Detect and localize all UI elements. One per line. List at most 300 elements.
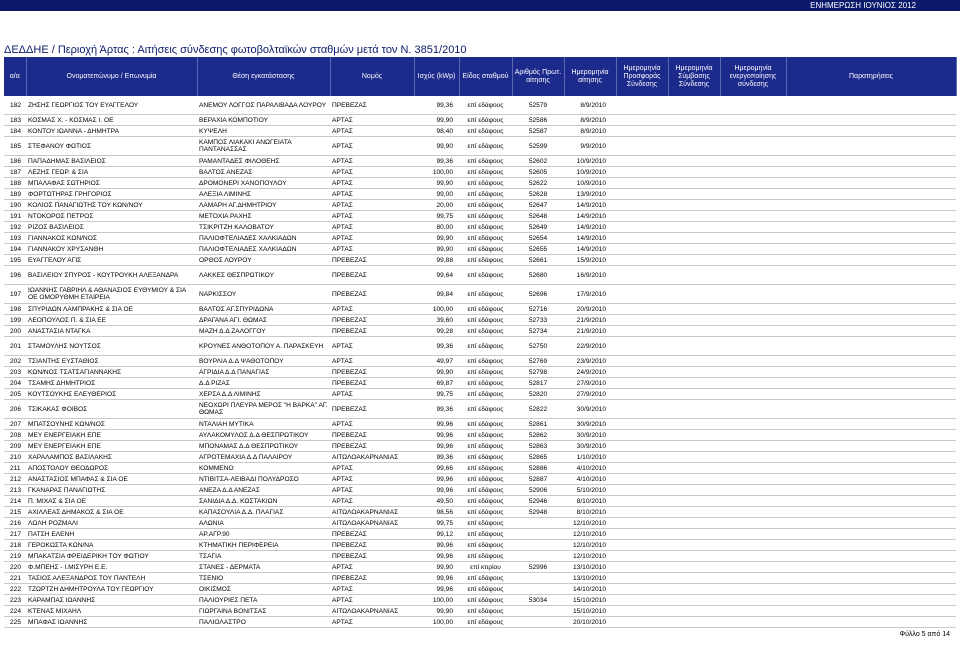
cell-protocol-number <box>512 551 564 562</box>
cell-nomos: ΠΡΕΒΕΖΑΣ <box>330 367 414 378</box>
cell-aa: 195 <box>4 255 26 266</box>
cell-site: ΧΕΡΣΑ Δ.Δ ΛΙΜΙΝΗΣ <box>197 389 330 400</box>
cell-offer-date <box>616 540 668 551</box>
cell-application-date: 8/9/2010 <box>564 115 616 126</box>
cell-protocol-number: 52863 <box>512 441 564 452</box>
table-row <box>4 222 956 233</box>
cell-offer-date <box>616 285 668 304</box>
cell-name: ΜΠΑΦΑΣ ΙΩΑΝΝΗΣ <box>26 617 197 628</box>
table-row <box>4 573 956 584</box>
cell-activation-date <box>720 452 786 463</box>
header-update-label: ΕΝΗΜΕΡΩΣΗ ΙΟΥΝΙΟΣ 2012 <box>810 1 916 10</box>
cell-application-date: 8/10/2010 <box>564 496 616 507</box>
cell-remarks <box>786 562 956 573</box>
cell-nomos: ΑΡΤΑΣ <box>330 211 414 222</box>
cell-power: 99,90 <box>414 244 459 255</box>
cell-offer-date <box>616 356 668 367</box>
table-row <box>4 255 956 266</box>
table-row <box>4 266 956 285</box>
table-row <box>4 617 956 628</box>
table-row <box>4 562 956 573</box>
cell-name: ΦΟΡΤΩΤΗΡΑΣ ΓΡΗΓΟΡΙΟΣ <box>26 189 197 200</box>
cell-activation-date <box>720 441 786 452</box>
cell-aa: 221 <box>4 573 26 584</box>
table-row <box>4 474 956 485</box>
cell-power: 99,96 <box>414 419 459 430</box>
col-header-contract-date: Ημερομηνία Σύμβασης Σύνδεσης <box>668 57 720 96</box>
cell-aa: 216 <box>4 518 26 529</box>
cell-power: 99,36 <box>414 337 459 356</box>
cell-aa: 215 <box>4 507 26 518</box>
cell-site: ΑΛΕΞΙΑ ΛΙΜΙΝΗΣ <box>197 189 330 200</box>
cell-power: 100,00 <box>414 304 459 315</box>
cell-offer-date <box>616 595 668 606</box>
cell-protocol-number: 52579 <box>512 96 564 115</box>
cell-site: ΝΕΟΧΩΡΙ ΠΛΕΥΡΑ ΜΕΡΟΣ "Η ΒΑΡΚΑ" ΑΓ. ΘΩΜΑΣ <box>197 400 330 419</box>
cell-protocol-number <box>512 606 564 617</box>
cell-aa: 190 <box>4 200 26 211</box>
cell-protocol-number: 52996 <box>512 562 564 573</box>
cell-nomos: ΑΙΤΩΛΟΑΚΑΡΝΑΝΙΑΣ <box>330 452 414 463</box>
cell-protocol-number: 52599 <box>512 137 564 156</box>
cell-offer-date <box>616 115 668 126</box>
cell-name: ΛΕΖΗΣ ΓΕΩΡ. & ΣΙΑ <box>26 167 197 178</box>
cell-aa: 212 <box>4 474 26 485</box>
cell-activation-date <box>720 126 786 137</box>
cell-name: ΣΤΑΜΟΥΛΗΣ ΝΟΥΤΣΟΣ <box>26 337 197 356</box>
cell-offer-date <box>616 189 668 200</box>
cell-site: ΑΝΕΜΟΥ ΛΟΓΓΟΣ ΠΑΡΑΛΙΒΑΔΑ ΛΟΥΡΟΥ <box>197 96 330 115</box>
cell-power: 99,96 <box>414 540 459 551</box>
cell-application-date: 15/9/2010 <box>564 255 616 266</box>
cell-offer-date <box>616 518 668 529</box>
cell-application-date: 10/9/2010 <box>564 178 616 189</box>
cell-application-date: 15/10/2010 <box>564 606 616 617</box>
cell-nomos: ΠΡΕΒΕΖΑΣ <box>330 400 414 419</box>
cell-name: ΝΤΟΚΟΡΟΣ ΠΕΤΡΟΣ <box>26 211 197 222</box>
cell-offer-date <box>616 326 668 337</box>
cell-activation-date <box>720 222 786 233</box>
table-row <box>4 367 956 378</box>
cell-site: ΑΓΡΟΤΕΜΑΧΙΑ Δ.Δ ΠΑΛΑΙΡΟΥ <box>197 452 330 463</box>
cell-offer-date <box>616 507 668 518</box>
cell-remarks <box>786 507 956 518</box>
cell-contract-date <box>668 285 720 304</box>
cell-station-type: επί εδάφους <box>459 156 512 167</box>
cell-station-type: επί εδάφους <box>459 441 512 452</box>
table-row <box>4 189 956 200</box>
cell-power: 99,88 <box>414 255 459 266</box>
cell-nomos: ΑΡΤΑΣ <box>330 419 414 430</box>
cell-offer-date <box>616 617 668 628</box>
cell-site: ΤΣΑΓΙΑ <box>197 551 330 562</box>
table-row <box>4 337 956 356</box>
cell-activation-date <box>720 178 786 189</box>
cell-power: 49,97 <box>414 356 459 367</box>
cell-name: ΤΑΣΙΟΣ ΑΛΕΞΑΝΔΡΟΣ ΤΟΥ ΠΑΝΤΕΛΗ <box>26 573 197 584</box>
cell-nomos: ΠΡΕΒΕΖΑΣ <box>330 255 414 266</box>
cell-nomos: ΑΙΤΩΛΟΑΚΑΡΝΑΝΙΑΣ <box>330 507 414 518</box>
cell-aa: 205 <box>4 389 26 400</box>
cell-station-type: επί εδάφους <box>459 315 512 326</box>
cell-protocol-number: 52820 <box>512 389 564 400</box>
cell-offer-date <box>616 378 668 389</box>
cell-offer-date <box>616 389 668 400</box>
cell-aa: 200 <box>4 326 26 337</box>
cell-station-type: επί εδάφους <box>459 255 512 266</box>
cell-contract-date <box>668 419 720 430</box>
cell-remarks <box>786 606 956 617</box>
cell-contract-date <box>668 96 720 115</box>
cell-station-type: επί εδάφους <box>459 540 512 551</box>
col-header-aa: α/α <box>4 57 26 96</box>
cell-activation-date <box>720 496 786 507</box>
cell-protocol-number: 52798 <box>512 367 564 378</box>
col-header-nomos: Νομός <box>330 57 414 96</box>
table-row <box>4 96 956 115</box>
cell-power: 99,90 <box>414 115 459 126</box>
cell-station-type: επί εδάφους <box>459 244 512 255</box>
cell-contract-date <box>668 452 720 463</box>
cell-name: ΤΣΙΑΝΤΗΣ ΕΥΣΤΑΘΙΟΣ <box>26 356 197 367</box>
cell-site: ΔΡΟΜΟΝΕΡΙ ΧΑΝΟΠΟΥΛΟΥ <box>197 178 330 189</box>
cell-aa: 225 <box>4 617 26 628</box>
cell-application-date: 8/9/2010 <box>564 126 616 137</box>
cell-activation-date <box>720 430 786 441</box>
top-header-bar <box>0 0 960 11</box>
cell-station-type: επί εδάφους <box>459 126 512 137</box>
cell-remarks <box>786 367 956 378</box>
cell-application-date: 1/10/2010 <box>564 452 616 463</box>
cell-application-date: 14/9/2010 <box>564 233 616 244</box>
cell-aa: 187 <box>4 167 26 178</box>
cell-protocol-number: 52822 <box>512 400 564 419</box>
cell-remarks <box>786 156 956 167</box>
cell-power: 98,56 <box>414 507 459 518</box>
cell-contract-date <box>668 584 720 595</box>
cell-activation-date <box>720 337 786 356</box>
table-row <box>4 389 956 400</box>
cell-activation-date <box>720 573 786 584</box>
cell-application-date: 4/10/2010 <box>564 474 616 485</box>
cell-activation-date <box>720 266 786 285</box>
cell-contract-date <box>668 126 720 137</box>
cell-protocol-number: 52602 <box>512 156 564 167</box>
cell-aa: 188 <box>4 178 26 189</box>
cell-contract-date <box>668 189 720 200</box>
cell-activation-date <box>720 137 786 156</box>
cell-site: ΓΙΩΡΓΑΙΝΑ ΒΟΝΙΤΣΑΣ <box>197 606 330 617</box>
cell-aa: 198 <box>4 304 26 315</box>
table-row <box>4 485 956 496</box>
cell-station-type: επί εδάφους <box>459 474 512 485</box>
cell-offer-date <box>616 137 668 156</box>
cell-site: ΝΑΡΚΙΣΣΟΥ <box>197 285 330 304</box>
cell-protocol-number: 52946 <box>512 496 564 507</box>
table-row <box>4 496 956 507</box>
cell-power: 99,96 <box>414 441 459 452</box>
cell-remarks <box>786 266 956 285</box>
cell-station-type: επί εδάφους <box>459 96 512 115</box>
cell-name: ΠΑΠΑΔΗΜΑΣ ΒΑΣΙΛΕΙΟΣ <box>26 156 197 167</box>
cell-site: ΚΡΟΥΝΕΣ ΑΝΘΟΤΟΠΟΥ Α. ΠΑΡΑΣΚΕΥΗ <box>197 337 330 356</box>
cell-station-type: επί εδάφους <box>459 178 512 189</box>
cell-power: 99,96 <box>414 551 459 562</box>
cell-activation-date <box>720 419 786 430</box>
page-title: ΔΕΔΔΗΕ / Περιοχή Άρτας : Αιτήσεις σύνδεσης φωτοβολταϊκών σταθμών μετά τον Ν. 3851/2010 <box>4 44 467 56</box>
cell-power: 99,84 <box>414 285 459 304</box>
cell-station-type: επί εδάφους <box>459 400 512 419</box>
cell-aa: 220 <box>4 562 26 573</box>
cell-power: 99,90 <box>414 137 459 156</box>
cell-site: ΚΑΠΑΣΟΥΛΙΑ Δ.Δ. ΠΛΑΓΙΑΣ <box>197 507 330 518</box>
cell-protocol-number: 52661 <box>512 255 564 266</box>
cell-aa: 189 <box>4 189 26 200</box>
cell-name: ΛΕΟΠΟΥΛΟΣ Π. & ΣΙΑ ΕΕ <box>26 315 197 326</box>
cell-nomos: ΑΡΤΑΣ <box>330 617 414 628</box>
cell-site: ΚΟΜΜΕΝΟ <box>197 463 330 474</box>
cell-offer-date <box>616 485 668 496</box>
cell-station-type: επί εδάφους <box>459 573 512 584</box>
cell-application-date: 14/9/2010 <box>564 244 616 255</box>
col-header-remarks: Παρατηρήσεις <box>786 57 956 96</box>
cell-protocol-number <box>512 584 564 595</box>
cell-offer-date <box>616 244 668 255</box>
cell-offer-date <box>616 315 668 326</box>
cell-name: ΤΣΑΜΗΣ ΔΗΜΗΤΡΙΟΣ <box>26 378 197 389</box>
cell-remarks <box>786 419 956 430</box>
cell-contract-date <box>668 573 720 584</box>
cell-nomos: ΑΡΤΑΣ <box>330 356 414 367</box>
col-header-application-date: Ημερομηνία αίτησης <box>564 57 616 96</box>
table-row <box>4 211 956 222</box>
col-header-name: Ονοματεπώνυμο / Επωνυμία <box>26 57 197 96</box>
cell-protocol-number: 52769 <box>512 356 564 367</box>
table-row <box>4 244 956 255</box>
cell-aa: 191 <box>4 211 26 222</box>
cell-name: ΓΙΑΝΝΑΚΟΣ ΚΩΝ/ΝΟΣ <box>26 233 197 244</box>
cell-remarks <box>786 178 956 189</box>
cell-station-type: επί εδάφους <box>459 222 512 233</box>
cell-nomos: ΑΡΤΑΣ <box>330 474 414 485</box>
cell-application-date: 10/9/2010 <box>564 156 616 167</box>
cell-nomos: ΑΡΤΑΣ <box>330 233 414 244</box>
cell-contract-date <box>668 266 720 285</box>
cell-nomos: ΑΡΤΑΣ <box>330 178 414 189</box>
cell-site: ΚΤΗΜΑΤΙΚΗ ΠΕΡΙΦΕΡΕΙΑ <box>197 540 330 551</box>
cell-offer-date <box>616 529 668 540</box>
cell-remarks <box>786 115 956 126</box>
cell-station-type: επί εδάφους <box>459 304 512 315</box>
cell-contract-date <box>668 496 720 507</box>
cell-site: ΟΡΘΟΣ ΛΟΥΡΟΥ <box>197 255 330 266</box>
cell-nomos: ΠΡΕΒΕΖΑΣ <box>330 96 414 115</box>
cell-offer-date <box>616 419 668 430</box>
cell-application-date: 16/9/2010 <box>564 266 616 285</box>
cell-power: 99,90 <box>414 606 459 617</box>
cell-nomos: ΑΡΤΑΣ <box>330 595 414 606</box>
cell-site: ΒΑΛΤΟΣ ΑΝΕΖΑΣ <box>197 167 330 178</box>
cell-nomos: ΠΡΕΒΕΖΑΣ <box>330 441 414 452</box>
table-header-row <box>4 57 956 96</box>
cell-site: ΠΑΛΙΟΛΑΣΤΡΟ <box>197 617 330 628</box>
table-row <box>4 285 956 304</box>
cell-contract-date <box>668 430 720 441</box>
cell-remarks <box>786 137 956 156</box>
cell-activation-date <box>720 285 786 304</box>
cell-activation-date <box>720 518 786 529</box>
cell-activation-date <box>720 378 786 389</box>
cell-aa: 213 <box>4 485 26 496</box>
cell-application-date: 9/9/2010 <box>564 137 616 156</box>
cell-nomos: ΠΡΕΒΕΖΑΣ <box>330 378 414 389</box>
cell-site: ΜΕΤΟΧΙΑ ΡΑΧΗΣ <box>197 211 330 222</box>
cell-remarks <box>786 337 956 356</box>
cell-name: ΓΕΡΟΚΩΣΤΑ ΚΩΝ/ΝΑ <box>26 540 197 551</box>
cell-application-date: 23/9/2010 <box>564 356 616 367</box>
cell-aa: 222 <box>4 584 26 595</box>
cell-offer-date <box>616 441 668 452</box>
cell-site: ΚΑΜΠΟΣ ΛΙΑΚΑΚΙ ΑΝΩΓΕΙΑΤΑ ΠΑΝΤΑΝΑΣΣΑΣ <box>197 137 330 156</box>
cell-aa: 206 <box>4 400 26 419</box>
cell-aa: 219 <box>4 551 26 562</box>
cell-offer-date <box>616 255 668 266</box>
cell-offer-date <box>616 430 668 441</box>
cell-power: 100,00 <box>414 167 459 178</box>
cell-aa: 214 <box>4 496 26 507</box>
cell-activation-date <box>720 255 786 266</box>
table-row <box>4 529 956 540</box>
col-header-offer-date: Ημερομηνία Προσφοράς Σύνδεσης <box>616 57 668 96</box>
cell-power: 99,36 <box>414 96 459 115</box>
cell-station-type: επί εδάφους <box>459 326 512 337</box>
cell-aa: 192 <box>4 222 26 233</box>
cell-activation-date <box>720 474 786 485</box>
cell-nomos: ΠΡΕΒΕΖΑΣ <box>330 551 414 562</box>
cell-protocol-number: 52886 <box>512 463 564 474</box>
cell-offer-date <box>616 222 668 233</box>
cell-application-date: 14/9/2010 <box>564 211 616 222</box>
cell-remarks <box>786 315 956 326</box>
cell-contract-date <box>668 400 720 419</box>
cell-aa: 209 <box>4 441 26 452</box>
cell-aa: 185 <box>4 137 26 156</box>
cell-remarks <box>786 474 956 485</box>
cell-remarks <box>786 233 956 244</box>
col-header-station-type: Είδος σταθμού <box>459 57 512 96</box>
cell-name: ΑΧΙΛΛΕΑΣ ΔΗΜΑΚΟΣ & ΣΙΑ ΟΕ <box>26 507 197 518</box>
table-row <box>4 304 956 315</box>
cell-application-date: 12/10/2010 <box>564 518 616 529</box>
page-footer: Φύλλο 5 από 14 <box>899 631 950 638</box>
cell-protocol-number <box>512 573 564 584</box>
cell-name: ΖΗΣΗΣ ΓΕΩΡΓΙΟΣ ΤΟΥ ΕΥΑΓΓΕΛΟΥ <box>26 96 197 115</box>
cell-nomos: ΑΡΤΑΣ <box>330 167 414 178</box>
cell-station-type: επί εδάφους <box>459 485 512 496</box>
cell-power: 99,96 <box>414 474 459 485</box>
cell-station-type: επί εδάφους <box>459 266 512 285</box>
cell-name: ΚΩΝ/ΝΟΣ ΤΣΑΤΣΑΓΙΑΝΝΑΚΗΣ <box>26 367 197 378</box>
cell-name: ΧΑΡΑΛΑΜΠΟΣ ΒΑΣΙΛΑΚΗΣ <box>26 452 197 463</box>
cell-name: ΤΖΩΡΤΖΗ ΔΗΜΗΤΡΟΥΛΑ ΤΟΥ ΓΕΩΡΓΙΟΥ <box>26 584 197 595</box>
cell-station-type: επί εδάφους <box>459 496 512 507</box>
cell-power: 99,96 <box>414 584 459 595</box>
cell-contract-date <box>668 606 720 617</box>
cell-station-type: επί κτιρίου <box>459 562 512 573</box>
cell-aa: 203 <box>4 367 26 378</box>
cell-application-date: 30/9/2010 <box>564 430 616 441</box>
cell-protocol-number: 52654 <box>512 233 564 244</box>
cell-nomos: ΑΡΤΑΣ <box>330 496 414 507</box>
cell-application-date: 13/9/2010 <box>564 189 616 200</box>
cell-application-date: 21/9/2010 <box>564 315 616 326</box>
cell-protocol-number: 52948 <box>512 507 564 518</box>
cell-remarks <box>786 496 956 507</box>
cell-contract-date <box>668 378 720 389</box>
cell-power: 99,64 <box>414 266 459 285</box>
cell-aa: 202 <box>4 356 26 367</box>
cell-aa: 211 <box>4 463 26 474</box>
table-row <box>4 233 956 244</box>
cell-power: 99,36 <box>414 452 459 463</box>
cell-station-type: επί εδάφους <box>459 200 512 211</box>
cell-site: ΠΑΛΙΟΦΤΕΛΙΑΔΕΣ ΧΑΛΚΙΑΔΩΝ <box>197 233 330 244</box>
cell-power: 99,96 <box>414 573 459 584</box>
cell-power: 99,28 <box>414 326 459 337</box>
cell-contract-date <box>668 540 720 551</box>
cell-nomos: ΑΡΤΑΣ <box>330 244 414 255</box>
cell-nomos: ΑΡΤΑΣ <box>330 200 414 211</box>
cell-name: ΜΠΑΛΑΦΑΣ ΣΩΤΗΡΙΟΣ <box>26 178 197 189</box>
cell-offer-date <box>616 266 668 285</box>
cell-contract-date <box>668 233 720 244</box>
cell-offer-date <box>616 452 668 463</box>
cell-aa: 193 <box>4 233 26 244</box>
cell-protocol-number: 52817 <box>512 378 564 389</box>
cell-contract-date <box>668 529 720 540</box>
cell-activation-date <box>720 606 786 617</box>
cell-application-date: 30/9/2010 <box>564 419 616 430</box>
cell-power: 99,90 <box>414 367 459 378</box>
cell-application-date: 13/10/2010 <box>564 573 616 584</box>
cell-contract-date <box>668 441 720 452</box>
cell-remarks <box>786 244 956 255</box>
cell-power: 100,00 <box>414 617 459 628</box>
table-row <box>4 551 956 562</box>
table-row <box>4 430 956 441</box>
cell-site: ΣΑΝΙΔΙΑ Δ.Δ. ΚΩΣΤΑΚΙΩΝ <box>197 496 330 507</box>
cell-remarks <box>786 617 956 628</box>
cell-activation-date <box>720 507 786 518</box>
cell-site: ΜΑΖΗ Δ.Δ ΖΑΛΟΓΓΟΥ <box>197 326 330 337</box>
cell-aa: 210 <box>4 452 26 463</box>
cell-activation-date <box>720 562 786 573</box>
cell-name: ΜΕΥ ΕΝΕΡΓΕΙΑΚΗ ΕΠΕ <box>26 441 197 452</box>
cell-site: ΟΙΚΙΣΜΟΣ <box>197 584 330 595</box>
cell-station-type: επί εδάφους <box>459 617 512 628</box>
cell-activation-date <box>720 233 786 244</box>
cell-name: ΡΙΖΟΣ ΒΑΣΙΛΕΙΟΣ <box>26 222 197 233</box>
cell-offer-date <box>616 606 668 617</box>
table-row <box>4 115 956 126</box>
cell-remarks <box>786 400 956 419</box>
cell-site: ΡΑΜΑΝΤΑΔΕΣ ΦΙΛΟΘΕΗΣ <box>197 156 330 167</box>
table-row <box>4 178 956 189</box>
col-header-activation-date: Ημερομηνία ενεργοποίησης σύνδεσης <box>720 57 786 96</box>
col-header-site: Θέση εγκατάστασης <box>197 57 330 96</box>
cell-site: ΛΑΜΑΡΗ ΑΓ.ΔΗΜΗΤΡΙΟΥ <box>197 200 330 211</box>
cell-protocol-number: 52605 <box>512 167 564 178</box>
